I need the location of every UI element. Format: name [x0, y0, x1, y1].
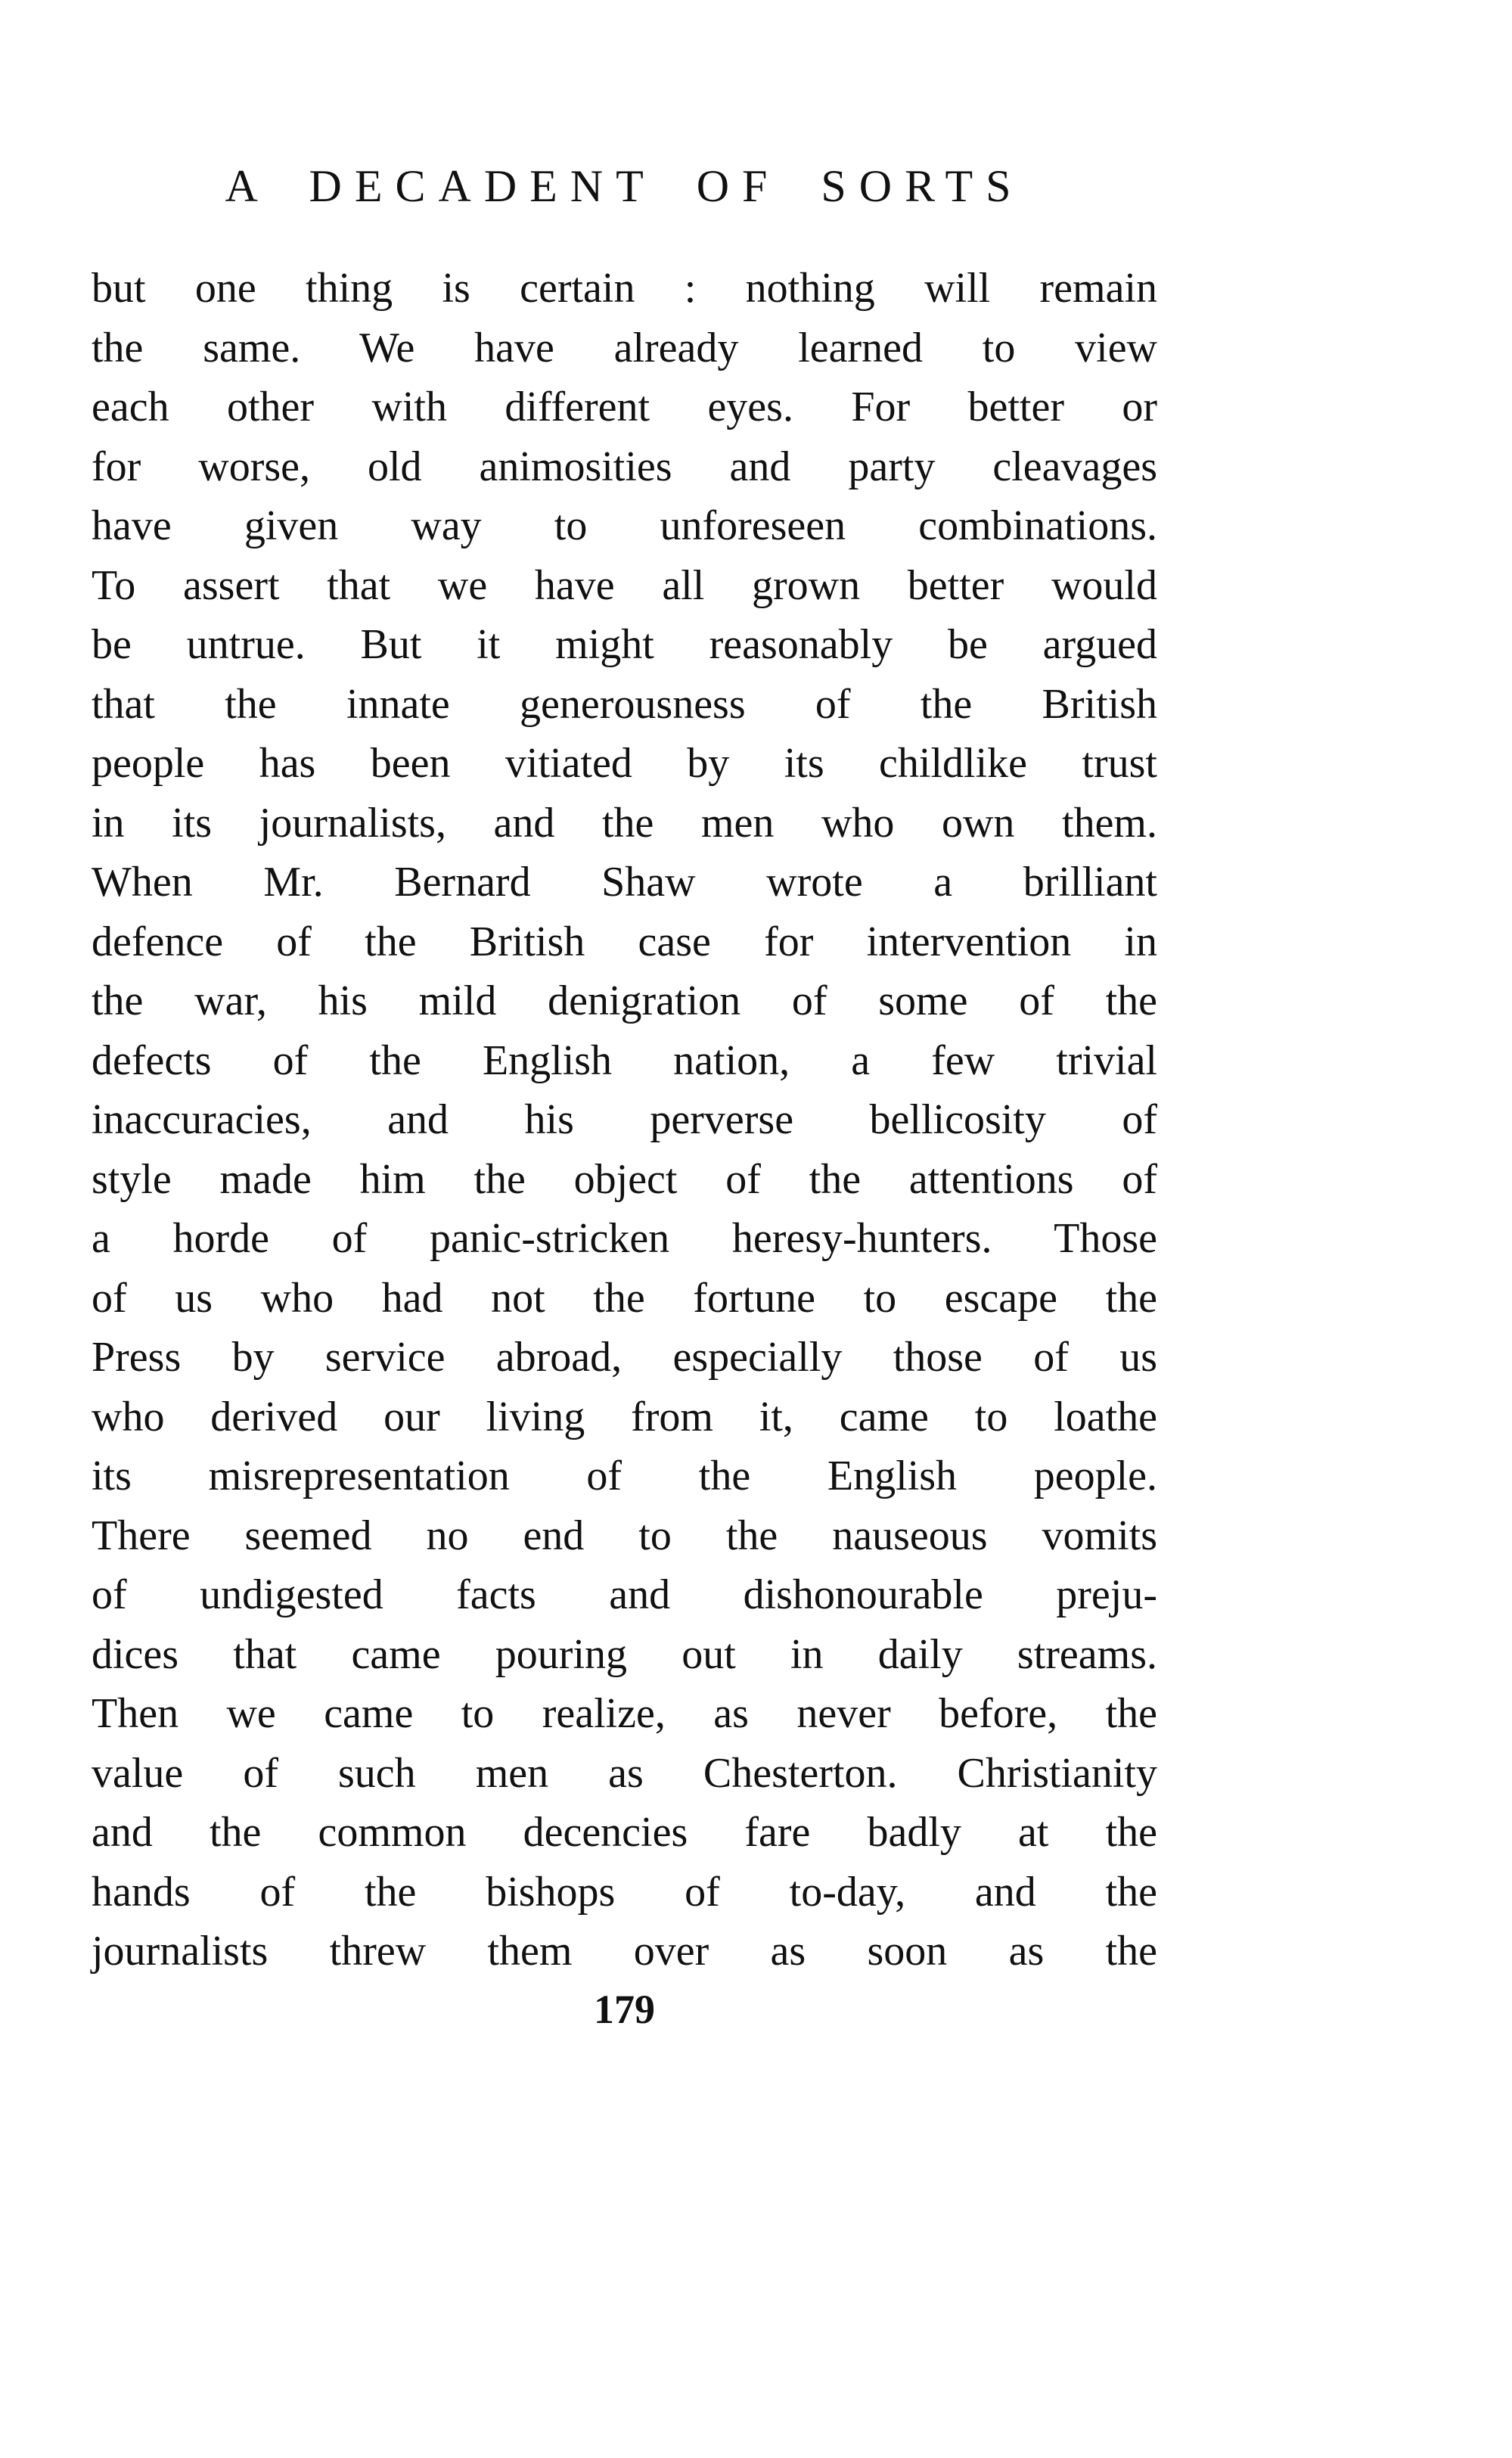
text-line: To assert that we have all grown better would [92, 561, 1157, 609]
text-line: of undigested facts and dishonourable preju- [92, 1571, 1157, 1618]
text-line: and the common decencies fare badly at the [92, 1809, 1157, 1856]
text-line: for worse, old animosities and party cleavages [92, 443, 1157, 490]
text-line: When Mr. Bernard Shaw wrote a brilliant [92, 859, 1157, 906]
text-line: people has been vitiated by its childlike trust [92, 740, 1157, 787]
text-line: journalists threw them over as soon as the [92, 1928, 1157, 1975]
text-line: have given way to unforeseen combinations. [92, 502, 1157, 549]
body-text [92, 259, 1157, 1981]
text-line: inaccuracies, and his perverse bellicosity of [92, 1096, 1157, 1143]
page-number: 179 [594, 1987, 655, 2032]
text-line: Then we came to realize, as never before, the [92, 1690, 1157, 1737]
text-line: that the innate generousness of the British [92, 680, 1157, 728]
text-line: defects of the English nation, a few trivial [92, 1036, 1157, 1084]
text-line: each other with different eyes. For better or [92, 384, 1157, 430]
text-line: hands of the bishops of to-day, and the [92, 1868, 1157, 1916]
text-line: value of such men as Chesterton. Christianity [92, 1749, 1157, 1797]
text-line: the war, his mild denigration of some of the [92, 977, 1157, 1024]
text-line: but one thing is certain : nothing will remain [92, 265, 1157, 312]
text-line: dices that came pouring out in daily streams. [92, 1630, 1157, 1678]
text-line: defence of the British case for intervention in [92, 918, 1157, 965]
text-line: in its journalists, and the men who own them. [92, 799, 1157, 847]
text-line: its misrepresentation of the English people. [92, 1453, 1157, 1499]
text-line: of us who had not the fortune to escape the [92, 1274, 1157, 1322]
text-line: who derived our living from it, came to loathe [92, 1393, 1157, 1440]
text-line: style made him the object of the attentions of [92, 1155, 1157, 1203]
running-head: A DECADENT OF SORTS [225, 161, 1024, 211]
text-line: be untrue. But it might reasonably be argued [92, 621, 1157, 668]
text-line: There seemed no end to the nauseous vomits [92, 1512, 1157, 1559]
text-line: the same. We have already learned to view [92, 324, 1157, 371]
text-line: Press by service abroad, especially those of us [92, 1334, 1157, 1381]
text-line: a horde of panic-stricken heresy-hunters. Those [92, 1215, 1157, 1262]
